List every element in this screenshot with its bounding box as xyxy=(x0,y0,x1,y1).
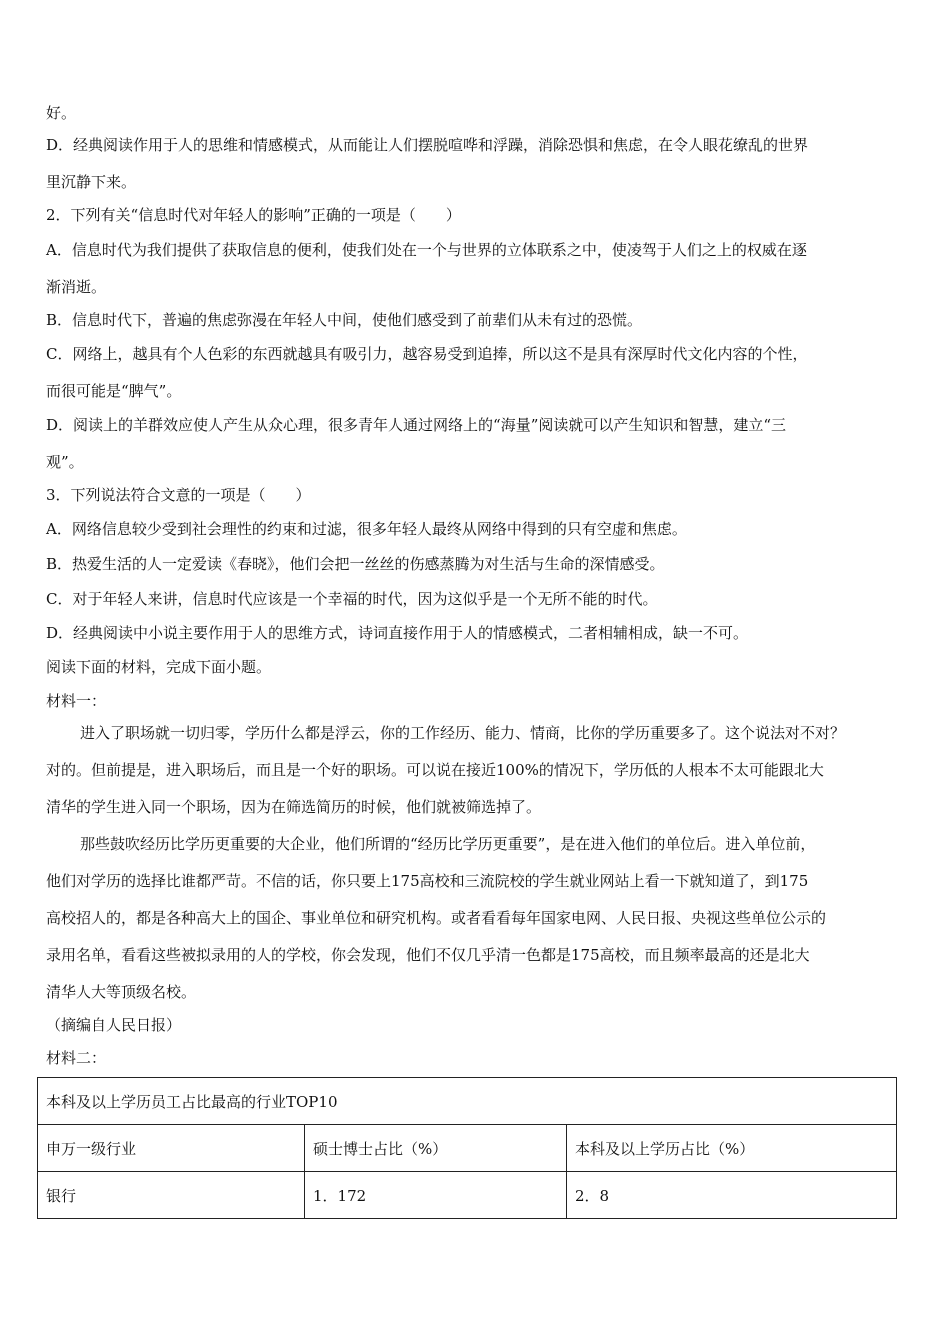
text-line: C．网络上，越具有个人色彩的东西就越具有吸引力，越容易受到追捧，所以这不是具有深厚时代文化内容的个性， xyxy=(46,345,808,363)
text-line: 清华的学生进入同一个职场，因为在筛选简历的时候，他们就被筛选掉了。 xyxy=(46,798,542,816)
table-header-cell: 硕士博士占比（%） xyxy=(305,1125,567,1172)
text-line: D．经典阅读中小说主要作用于人的思维方式，诗词直接作用于人的情感模式，二者相辅相成，缺一不可。 xyxy=(46,624,749,642)
text-line: 录用名单，看看这些被拟录用的人的学校，你会发现，他们不仅几乎清一色都是175高校，而且频率最高的还是北大 xyxy=(46,946,810,964)
text-line: A．信息时代为我们提供了获取信息的便利，使我们处在一个与世界的立体联系之中，使凌驾于人们之上的权威在逐 xyxy=(46,241,807,259)
text-line: 观”。 xyxy=(46,453,84,471)
table-row xyxy=(38,1172,897,1219)
table-header-row xyxy=(38,1125,897,1172)
text-line: 那些鼓吹经历比学历更重要的大企业，他们所谓的“经历比学历更重要”，是在进入他们的单位后。进入单位前， xyxy=(80,835,816,853)
source-note: （摘编自人民日报） xyxy=(46,1016,182,1034)
question-3: 3．下列说法符合文意的一项是（ ） xyxy=(46,486,311,504)
question-2: 2．下列有关“信息时代对年轻人的影响”正确的一项是（ ） xyxy=(46,206,461,224)
text-line: 而很可能是“脾气”。 xyxy=(46,382,182,400)
text-line: 阅读下面的材料，完成下面小题。 xyxy=(46,658,272,676)
text-line: 里沉静下来。 xyxy=(46,173,137,191)
table-cell: 2．8 xyxy=(567,1172,897,1219)
table-cell: 银行 xyxy=(38,1172,305,1219)
industry-table xyxy=(37,1077,897,1219)
table-title: 本科及以上学历员工占比最高的行业TOP10 xyxy=(38,1078,897,1125)
text-line: A．网络信息较少受到社会理性的约束和过滤，很多年轻人最终从网络中得到的只有空虚和焦虑。 xyxy=(46,520,687,538)
table-header-cell: 申万一级行业 xyxy=(38,1125,305,1172)
text-line: D．经典阅读作用于人的思维和情感模式，从而能让人们摆脱喧哗和浮躁，消除恐惧和焦虑，在令人眼花缭乱的世界 xyxy=(46,136,809,154)
material-2-heading: 材料二： xyxy=(46,1049,107,1067)
text-line: D．阅读上的羊群效应使人产生从众心理，很多青年人通过网络上的“海量”阅读就可以产生知识和智慧，建立“三 xyxy=(46,416,787,434)
text-line: 清华人大等顶级名校。 xyxy=(46,983,197,1001)
text-line: B．热爱生活的人一定爱读《春晓》，他们会把一丝丝的伤感蒸腾为对生活与生命的深情感受。 xyxy=(46,555,665,573)
table-title-row xyxy=(38,1078,897,1125)
text-line: 对的。但前提是，进入职场后，而且是一个好的职场。可以说在接近100%的情况下，学历低的人根本不太可能跟北大 xyxy=(46,761,824,779)
table-header-cell: 本科及以上学历占比（%） xyxy=(567,1125,897,1172)
text-line: 好。 xyxy=(46,104,77,122)
text-line: B．信息时代下，普遍的焦虑弥漫在年轻人中间，使他们感受到了前辈们从未有过的恐慌。 xyxy=(46,311,643,329)
material-1-heading: 材料一： xyxy=(46,692,107,710)
text-line: C．对于年轻人来讲，信息时代应该是一个幸福的时代，因为这似乎是一个无所不能的时代。 xyxy=(46,590,658,608)
text-line: 他们对学历的选择比谁都严苛。不信的话，你只要上175高校和三流院校的学生就业网站上看一下就知道了，到175 xyxy=(46,872,809,890)
text-line: 高校招人的，都是各种高大上的国企、事业单位和研究机构。或者看看每年国家电网、人民日报、央视这些单位公示的 xyxy=(46,909,827,927)
text-line: 进入了职场就一切归零，学历什么都是浮云，你的工作经历、能力、情商，比你的学历重要多了。这个说法对不对？ xyxy=(80,724,846,742)
text-line: 渐消逝。 xyxy=(46,278,107,296)
table-cell: 1．172 xyxy=(305,1172,567,1219)
